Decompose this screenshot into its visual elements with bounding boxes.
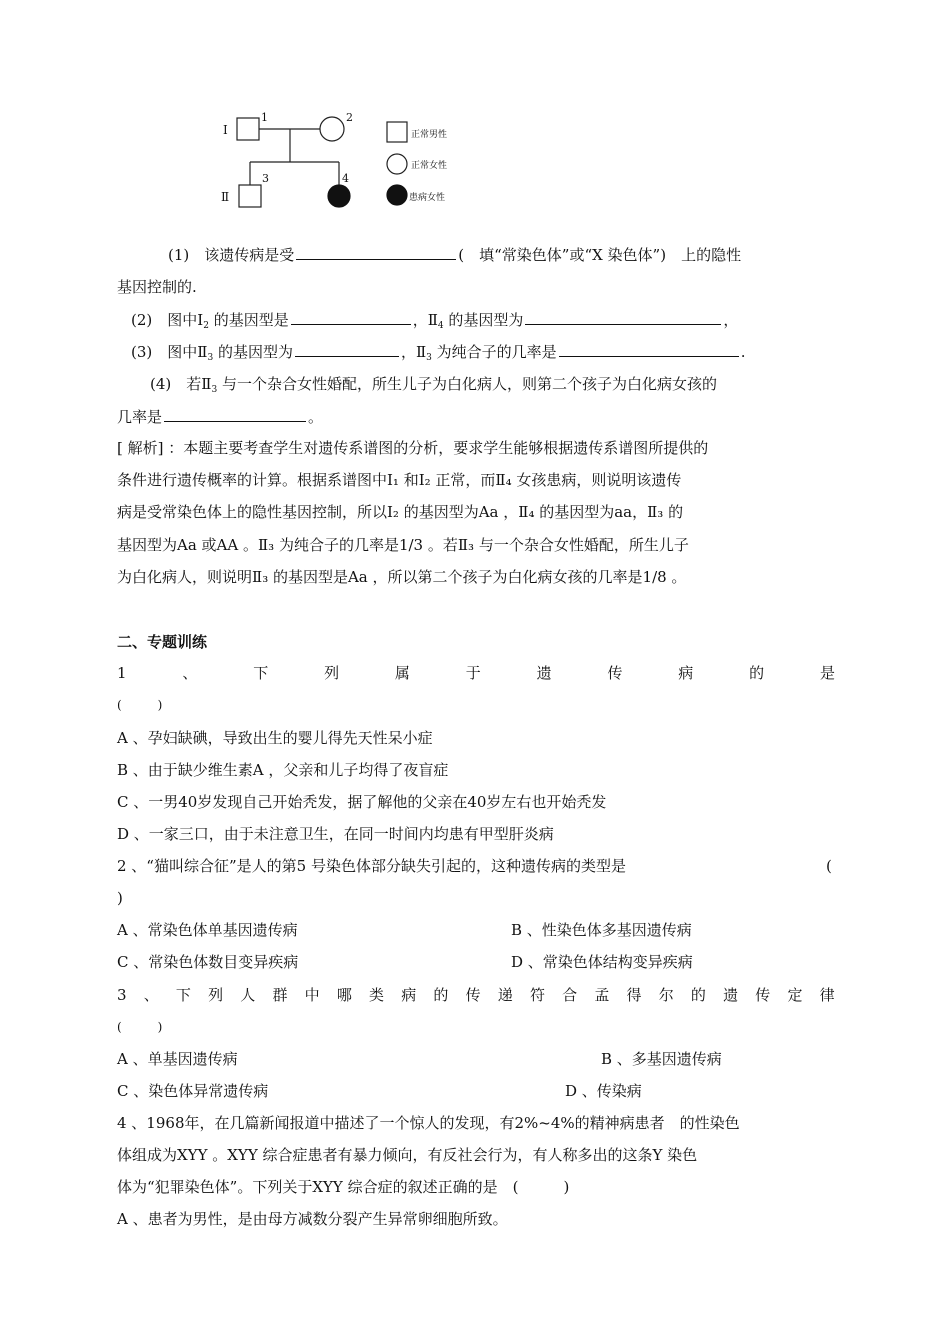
individual-1-male [237, 118, 259, 140]
generation-label-2: Ⅱ [221, 190, 230, 204]
answer-blank[interactable] [525, 309, 721, 325]
question-4-option-a[interactable]: A 、患者为男性，是由母方减数分裂产生异常卵细胞所致。 [117, 1210, 508, 1228]
question-4-line-2: 体组成为XYY 。XYY 综合症患者有暴力倾向，有反社会行为，有人称多出的这条Y 染色 [117, 1146, 698, 1164]
stem-char: 类 [369, 986, 385, 1004]
question-4-line-1: 4 、1968年，在几篇新闻报道中描述了一个惊人的发现，有2%~4%的精神病患者 的性染色 [117, 1114, 740, 1132]
individual-number-4: 4 [342, 172, 349, 185]
subscript: 3 [207, 353, 214, 363]
stem-char: 传 [755, 986, 771, 1004]
question-3-stem [117, 985, 835, 1005]
stem-char: 尔 [658, 986, 674, 1004]
question-2-option-d[interactable]: D 、常染色体结构变异疾病 [511, 953, 693, 971]
subquestion-4-text-b: 与一个杂合女性婚配，所生儿子为白化病人，则第二个孩子为白化病女孩的 [217, 375, 717, 393]
question-3-option-a[interactable]: A 、单基因遗传病 [117, 1050, 238, 1068]
stem-char: 遗 [536, 664, 552, 682]
stem-char: 病 [678, 664, 694, 682]
stem-char: 3 [117, 986, 127, 1004]
subquestion-3-text-d: 为纯合子的几率是 [431, 343, 557, 361]
answer-blank[interactable] [559, 341, 739, 357]
answer-blank[interactable] [291, 309, 411, 325]
legend-label-normal-female: 正常女性 [411, 161, 448, 171]
subquestion-3-text-b: 的基因型为 [213, 343, 293, 361]
answer-blank[interactable] [295, 341, 399, 357]
stem-char: 遗 [723, 986, 739, 1004]
stem-char: 中 [304, 986, 320, 1004]
stem-char: 传 [465, 986, 481, 1004]
subscript: 3 [211, 385, 218, 395]
question-4-line-3: 体为“犯罪染色体”。下列关于XYY 综合症的叙述正确的是 ( ) [117, 1178, 570, 1196]
stem-char: 属 [394, 664, 410, 682]
stem-char: 哪 [336, 986, 352, 1004]
subquestion-4-text: (4) 若Ⅱ [150, 375, 212, 393]
stem-char: 病 [401, 986, 417, 1004]
stem-char: 列 [324, 664, 340, 682]
individual-number-1: 1 [261, 111, 268, 124]
stem-char: 人 [240, 986, 256, 1004]
subquestion-1-continued: 基因控制的. [117, 278, 197, 296]
stem-char: 群 [272, 986, 288, 1004]
question-1-option-d[interactable]: D 、一家三口，由于未注意卫生，在同一时间内均患有甲型肝炎病 [117, 825, 554, 843]
subscript: 3 [426, 353, 432, 363]
stem-char: 孟 [594, 986, 610, 1004]
subquestion-4-text-c: 几率是 [117, 408, 163, 426]
legend-affected-female-icon [387, 185, 407, 205]
stem-char: 递 [497, 986, 513, 1004]
subquestion-1-hint: ( 填“常染色体”或“X 染色体”) 上的隐性 [458, 246, 742, 264]
question-2-option-c[interactable]: C 、常染色体数目变异疾病 [117, 953, 299, 971]
analysis-line-5: 为白化病人，则说明Ⅱ₃ 的基因型是Aa ，所以第二个孩子为白化病女孩的几率是1/8 。 [117, 568, 687, 586]
stem-char: 是 [819, 664, 835, 682]
legend-normal-male-icon [387, 122, 407, 142]
question-1-option-b[interactable]: B 、由于缺少维生素A ，父亲和儿子均得了夜盲症 [117, 761, 449, 779]
individual-4-affected-female [328, 185, 350, 207]
subquestion-2-text-e: ， [723, 311, 739, 329]
stem-char: 合 [562, 986, 578, 1004]
stem-char: 定 [787, 986, 803, 1004]
stem-char: 下 [175, 986, 191, 1004]
stem-char: 律 [819, 986, 835, 1004]
subquestion-4-continued [117, 406, 323, 427]
question-3-option-c[interactable]: C 、染色体异常遗传病 [117, 1082, 269, 1100]
analysis-line-3: 病是受常染色体上的隐性基因控制，所以Ⅰ₂ 的基因型为Aa ，Ⅱ₄ 的基因型为aa，Ⅱ₃ 的 [117, 503, 684, 521]
question-1-stem [117, 663, 835, 683]
legend-label-normal-male: 正常男性 [411, 130, 448, 140]
stem-char: 符 [529, 986, 545, 1004]
subquestion-3 [131, 341, 745, 368]
stem-char: 列 [208, 986, 224, 1004]
stem-char: 于 [465, 664, 481, 682]
stem-char: 传 [607, 664, 623, 682]
question-2-option-a[interactable]: A 、常染色体单基因遗传病 [117, 921, 298, 939]
analysis-line-4: 基因型为Aa 或AA 。Ⅱ₃ 为纯合子的几率是1/3 。若Ⅱ₃ 与一个杂合女性婚配，所生儿子 [117, 536, 689, 554]
stem-char: 的 [749, 664, 765, 682]
subquestion-2-text-c: ，Ⅱ [412, 311, 438, 329]
subquestion-4-text-d: 。 [308, 408, 324, 426]
pedigree-figure [215, 105, 475, 215]
question-2-paren-open: ( [826, 857, 832, 875]
question-2-stem: 2 、“猫叫综合征”是人的第5 号染色体部分缺失引起的，这种遗传病的类型是 [117, 857, 626, 875]
question-2-paren-close: ) [117, 889, 123, 907]
subquestion-4 [150, 374, 717, 400]
subquestion-2-text: (2) 图中I [131, 311, 204, 329]
answer-blank[interactable] [296, 244, 456, 260]
subquestion-3-text-c: ，Ⅱ [400, 343, 427, 361]
stem-char: 下 [253, 664, 269, 682]
question-1-option-c[interactable]: C 、一男40岁发现自己开始秃发，据了解他的父亲在40岁左右也开始秃发 [117, 793, 607, 811]
subquestion-2-text-b: 的基因型是 [208, 311, 289, 329]
question-2-option-b[interactable]: B 、性染色体多基因遗传病 [511, 921, 692, 939]
stem-char: 的 [433, 986, 449, 1004]
analysis-line-2: 条件进行遗传概率的计算。根据系谱图中Ⅰ₁ 和Ⅰ₂ 正常，而Ⅱ₄ 女孩患病，则说明该遗传 [117, 471, 682, 489]
subquestion-1 [168, 244, 741, 265]
section-title: 二、专题训练 [117, 633, 208, 651]
legend-label-affected-female: 患病女性 [409, 193, 446, 203]
subquestion-3-text-e: . [740, 343, 746, 361]
stem-char: 的 [690, 986, 706, 1004]
subquestion-2-text-d: 的基因型为 [443, 311, 524, 329]
question-3-option-b[interactable]: B 、多基因遗传病 [601, 1050, 722, 1068]
subquestion-1-text: (1) 该遗传病是受 [168, 246, 295, 264]
individual-3-male [239, 185, 261, 207]
analysis-line-1: [ 解析] ：本题主要考查学生对遗传系谱图的分析，要求学生能够根据遗传系谱图所提供的 [117, 439, 709, 457]
question-3-option-d[interactable]: D 、传染病 [565, 1082, 642, 1100]
question-3-answer-paren: ( ) [117, 1020, 163, 1034]
generation-label-1: Ⅰ [223, 123, 228, 137]
subscript: 4 [437, 321, 444, 331]
stem-char: 1 [117, 664, 127, 682]
subquestion-2 [131, 309, 738, 336]
question-1-answer-paren: ( ) [117, 698, 163, 712]
stem-char: 、 [143, 986, 159, 1004]
question-1-option-a[interactable]: A 、孕妇缺碘，导致出生的婴儿得先天性呆小症 [117, 729, 433, 747]
individual-number-3: 3 [262, 172, 269, 185]
individual-number-2: 2 [346, 111, 353, 124]
stem-char: 、 [182, 664, 198, 682]
answer-blank[interactable] [164, 406, 306, 422]
subquestion-3-text: (3) 图中Ⅱ [131, 343, 208, 361]
individual-2-female [320, 117, 344, 141]
legend-normal-female-icon [387, 154, 407, 174]
stem-char: 得 [626, 986, 642, 1004]
subscript: 2 [203, 321, 209, 331]
